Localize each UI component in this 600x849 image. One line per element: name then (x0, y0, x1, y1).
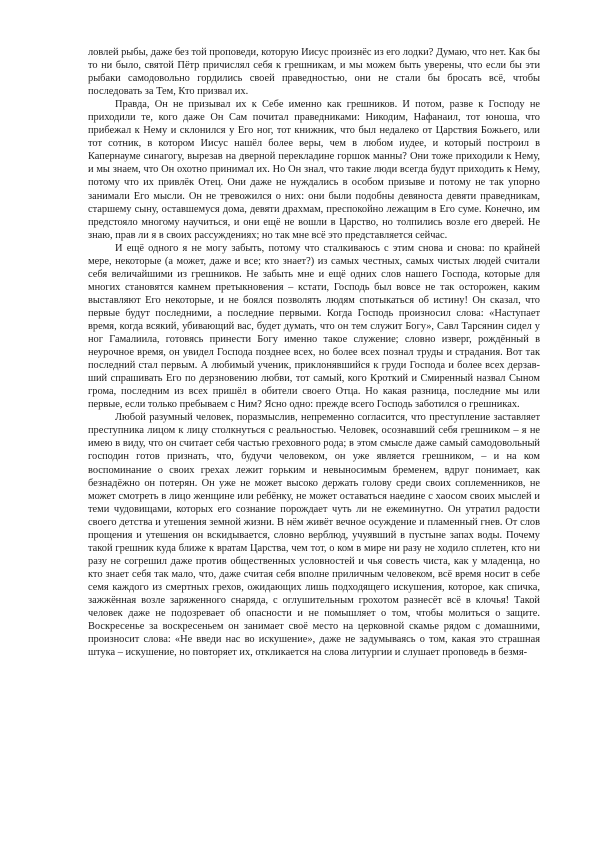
document-page (88, 46, 540, 659)
paragraph-4: Любой разумный человек, поразмыслив, непременно согласится, что преступление заставляет преступника лицом к лицу столкнуться с реальностью. Человек, осознавший себя грешником – я не имею в виду, что он считает себя частью греховного рода; в этом смысле даже самый самодовольный господин готов признать, что, будучи человеком, он уже является грешником, – и на ком воспоминание о своих грехах лежит горьким и невыносимым бременем, вдруг понимает, как безнадёжно он потерян. Он уже не может высоко держать голову среди своих соплеменников, не может смотреть в лицо женщине или ребёнку, не может оставаться наедине с хаосом своих мыслей и теми чудовищами, которых его сознание порождает чуть ли не ежеминутно. Он утратил радости своего детства и утешения земной жизни. В нём живёт вечное осуждение и пламенный гнев. От слов прощения и утешения он вскидывается, словно верблюд, учуявший в пустыне запах воды. Почему такой грешник куда ближе к вратам Царства, чем тот, о ком в мире ни разу не ходило сплетен, кто ни разу не согрешил даже против общественных условностей и чья совесть чиста, как у младенца, но кто знает себя так мало, что, даже считая себя вполне приличным человеком, всё время носит в себе семя каждого из смертных грехов, ожидающих лишь подходящего искушения, которое, как спичка, зажжённая возле заряженного снаряда, с оглушительным грохотом разнесёт всё в клочья! Такой человек даже не подозревает об опасности и не помышляет о том, чтобы молиться о защите. Воскресенье за воскресеньем он занимает своё место на церковной скамье рядом с домашними, произносит слова: «Не введи нас во искушение», даже не задумываясь о том, какая это страшная штука – искушение, но повторяет их, откликается на слова литургии и слушает проповедь в безмя- (88, 412, 540, 659)
paragraph-1: ловлей рыбы, даже без той проповеди, которую Иисус произнёс из его лодки? Думаю, что нет. Как бы то ни было, святой Пётр причислял себя к грешникам, и мы можем быть уверены, что если бы эти рыбаки самодовольно гордились своей праведностью, они не стали бы бросать всё, чтобы последовать за Тем, Кто призвал их. (88, 47, 540, 98)
paragraph-2: Правда, Он не призывал их к Себе именно как грешников. И потом, разве к Господу не приходили те, кого даже Он Сам почитал праведниками: Никодим, Нафанаил, тот юноша, что прибежал к Нему и склонился у Его ног, тот книжник, что был недалеко от Царствия Божьего, или тот сотник, в котором Иисус нашёл более веры, чем в любом иудее, и который построил в Капернауме синагогу, вырезав на дверной перекладине горшок манны? Они тоже приходили к Нему, и мы знаем, что Он охотно принимал их. Но Он знал, что такие люди всегда будут приходить к Нему, потому что их привлёк Отец. Они даже не нуждались в особом призыве и потому не так упорно занимали Его мысли. Он не тревожился о них: они были подобны девяноста девяти праведникам, старшему сыну, оставшемуся дома, девяти драхмам, преспокойно лежащим в Его суме. Конечно, им предстояло многому научиться, и они ещё не вошли в Царство, но толпились возле его дверей. Не знаю, прав ли я в своих рассуждениях; но так мне всё это представляется сейчас. (88, 99, 540, 241)
paragraph-3: И ещё одного я не могу забыть, потому что сталкиваюсь с этим снова и снова: по крайней мере, некоторые (а может, даже и все; кто знает?) из самых честных, самых чистых людей считали себя величайшими из грешников. Не забыть мне и ещё одних слов нашего Господа, которые для многих становятся камнем претыкновения – кстати, Господь был вовсе не так осторожен, каким выставляют Его некоторые, и не боялся позволять людям спотыкаться об истину! Он сказал, что первые будут последними, а последние первыми. Когда Господь произносил слова: «Наступает время, когда всякий, убивающий вас, будет думать, что он тем служит Богу», Савл Тарсянин сидел у ног Гамалиила, готовясь принести Богу именно такое служение; словно изверг, рождённый в неурочное время, он увидел Господа позднее всех, но более всех познал труды и страдания. Вот так последний стал первым. А любимый ученик, приклонявшийся к груди Господа и более всех дерзавший спрашивать Его по дерзновению любви, тот самый, кого Кроткий и Смиренный назвал Сыном грома, последним из всех пришёл в обители своего Отца. Но какая разница, последние мы или первые, если только пребываем с Ним? Ясно одно: прежде всего Господь заботился о грешниках. (88, 242, 540, 411)
